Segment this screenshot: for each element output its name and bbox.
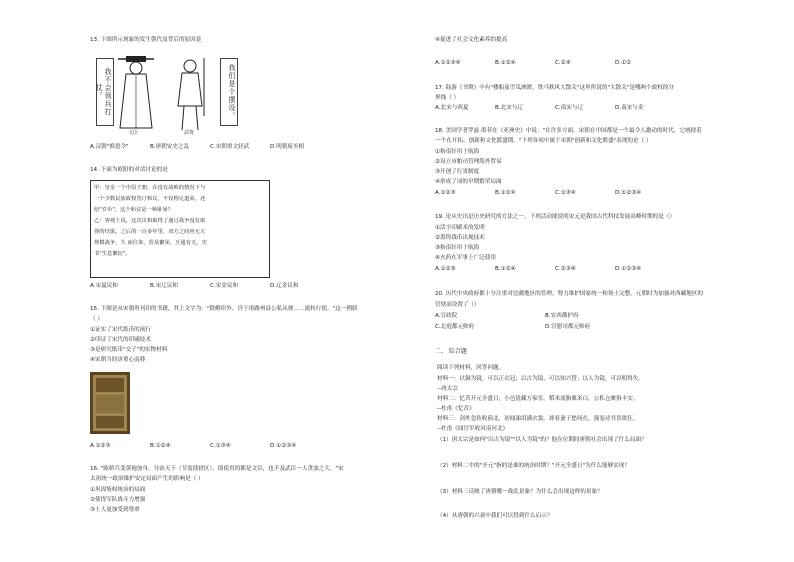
q14-quote-line: 乙：客观上说，这次议和取得了通过战争没有取: [94, 218, 206, 224]
material-1-source: --唐太宗: [437, 386, 458, 392]
q18-item-1: ①指南针用于航海: [435, 149, 480, 155]
q20-option-b[interactable]: B.安西都护府: [545, 313, 579, 319]
q18-item-3: ③开创了行省制度: [435, 169, 480, 175]
q13-option-c[interactable]: C.宋朝重文轻武: [210, 144, 250, 150]
q15-item-3: ③是研究纸币"交子"的实物材料: [90, 347, 168, 353]
q15-option-a[interactable]: A.①②③: [90, 443, 111, 449]
material-2: 材料二：忆昔开元全盛日，小邑犹藏万家室。稻米流脂粟米白，公私仓廪俱丰实。: [437, 396, 639, 402]
q19-stem: 19. 论从史出是历史研究的方法之一。下列活动能说明宋元是我国古代科技发展高峰时期的是（）: [435, 214, 676, 220]
q16-item-3: ③士人更加受到尊重: [90, 507, 140, 513]
q19-item-1: ①活字印刷术的发明: [435, 225, 485, 231]
q19-option-a[interactable]: A.①②③: [435, 266, 456, 272]
q18-option-a[interactable]: A.①②③: [435, 190, 456, 196]
q14-quote-line: 甲：皇室一个中原王朝，在没有战败的情况下与: [94, 185, 206, 191]
q15-item-4: ④宋朝当经济重心南移: [90, 357, 146, 363]
sub-question-1: （1）唐太宗是如何"以古为镜""以人为镜"的？他在位期间唐朝社会出现了什么局面？: [437, 437, 647, 443]
q14-quote-line: 规模战争，久 而往来，贸易繁荣，互通有无，史: [94, 240, 207, 246]
q15-stem-2: （ ）: [90, 316, 103, 322]
q13-option-d[interactable]: D.明朝废丞相: [270, 144, 305, 150]
q14-option-b[interactable]: B.宋辽议和: [150, 283, 178, 289]
q19-option-d[interactable]: D.①②③④: [615, 266, 642, 272]
q17-option-b[interactable]: B.北宋与辽: [495, 105, 523, 111]
q19-item-3: ③指南针用于航海: [435, 245, 480, 251]
q16-item-1: ①巩固集权统治的局面: [90, 487, 146, 493]
q14-option-d[interactable]: D.辽金议和: [270, 283, 299, 289]
q16-option-c[interactable]: C.②④: [555, 60, 571, 66]
q20-option-d[interactable]: D.宣慰司都元帅府: [545, 324, 591, 330]
q14-stem: 14. 下面为欧阳的对话讨论的是: [90, 167, 168, 173]
jiaozi-banknote-icon: [90, 372, 130, 434]
sec2-intro: 阅读下列材料，回答问题。: [437, 365, 505, 371]
q20-option-a[interactable]: A.宣政院: [435, 313, 458, 319]
q20-option-c[interactable]: C.北庭都元帅府: [435, 324, 475, 330]
q14-option-c[interactable]: C.宋金议和: [210, 283, 239, 289]
q15-option-b[interactable]: B.①②④: [150, 443, 171, 449]
q16-stem: 16. "陈桥兵变黄袍加身，分治天下（节度使辖区），即使用的都是文臣，也不及武臣一人贪浊之大。"宋: [90, 466, 344, 472]
q13-option-b[interactable]: B.唐朝安史之乱: [150, 144, 190, 150]
q13-option-a[interactable]: A.汉朝"推恩令": [90, 144, 129, 150]
q18-item-2: ②设立市舶司管理海外贸易: [435, 159, 502, 165]
q17-stem-2: 界线（ ）: [435, 95, 460, 101]
q20-stem: 20. 历代中央政府都十分注重对边疆地区的管理，努力维护国家统一和领土完整。元朝时为加强对西藏地区的: [435, 291, 703, 297]
material-1: 材料一：以铜为镜，可以正衣冠；以古为镜，可以知兴替；以人为镜，可以明得失。: [437, 376, 644, 382]
q15-option-c[interactable]: C.①③④: [210, 443, 231, 449]
q17-stem: 17. 陆游《书愤》中有"楼船夜雪瓜洲渡，铁马秋风大散关"这里所说的"大散关"是哪两个政权的分: [435, 85, 675, 91]
material-3: 材料三：剑外忽传收蓟北，初闻涕泪满衣裳。却看妻子愁何在，漫卷诗书喜欲狂。: [437, 416, 639, 422]
q15-item-1: ①证实了宋代纸币的流行: [90, 327, 151, 333]
q16-option-b[interactable]: B.①②④: [495, 60, 516, 66]
q15-stem: 15. 下图是从宋朝所刊印的书籍，其上文字为："除解印外，许于诸路州县公私从便……流转行使。"这一例联: [90, 306, 358, 312]
q14-quote-box: [90, 180, 270, 278]
q19-item-2: ②墨铸钱币出现技术: [435, 235, 485, 241]
q18-stem-2: 一个在开拓、创新和文化繁盛期。"下列各项中属于宋朝"创新和文化繁盛"表现的是（ ）: [435, 138, 652, 144]
q15-item-2: ②印证了宋代的印刷技术: [90, 337, 151, 343]
sub-question-3: （3）材料三反映了唐朝哪一战乱景象？为什么会出现这样的景象？: [437, 489, 603, 495]
q13-cartoon: [90, 54, 240, 139]
q16-item-2: ②使得军队战斗力增强: [90, 497, 146, 503]
q14-quote-line: 书"生息繁衍"。: [94, 251, 131, 257]
q14-option-a[interactable]: A.宋夏议和: [90, 283, 118, 289]
official-figure-icon: [116, 54, 156, 134]
q18-option-b[interactable]: B.①②④: [495, 190, 516, 196]
section-title: 二、 综合题: [435, 348, 467, 355]
q19-option-c[interactable]: C.②③④: [555, 266, 576, 272]
q16-option-d[interactable]: D.①②: [615, 60, 632, 66]
q17-option-c[interactable]: C.南宋与辽: [555, 105, 584, 111]
q18-stem: 18. 美国学者罗兹·墨菲在《亚洲史》中说："在许多方面，宋朝在中国都是一个最令人激动的时代，它统辖着: [435, 128, 702, 134]
q17-option-a[interactable]: A.北宋与西夏: [435, 105, 469, 111]
q16-option-a[interactable]: A.①②③④: [435, 60, 461, 66]
q19-option-b[interactable]: B.①②④: [495, 266, 516, 272]
general-figure-icon: [170, 56, 210, 134]
q17-option-d[interactable]: D.南宋与金: [615, 105, 644, 111]
q19-item-4: ④火药在军事上广泛使用: [435, 255, 496, 261]
q18-option-c[interactable]: C.①③④: [555, 190, 576, 196]
sub-question-4: （4）从唐朝的兴衰中我们可以得到什么启示？: [437, 513, 553, 519]
q16-stem-2: 太祖统一政治维护安定局面产生的影响是（ ）: [90, 476, 204, 482]
cap-wen: 文臣: [128, 130, 139, 136]
q13-stem: 13. 下图所示现象的发生朝代及背后的原因是: [90, 37, 202, 43]
wenguan-speech: 我不会领兵打仗。: [96, 58, 114, 126]
q20-stem-2: 管辖而设置了（）: [435, 302, 480, 308]
material-3-source: --杜甫《闻官军收河南河北》: [437, 426, 509, 432]
q14-quote-line: 给"岁币"，这个和议是一种耻辱？: [94, 207, 174, 213]
cap-wu: 武将: [184, 130, 195, 136]
material-2-source: --杜甫《忆昔》: [437, 406, 475, 412]
q14-quote-line: 得的结果。之后的一百多年里，双方之间再无大: [94, 229, 206, 235]
q16-item-4: ④促进了社会文化素养的提高: [435, 37, 508, 43]
q18-item-4: ④形成了词的早期繁荣局面: [435, 179, 502, 185]
q18-option-d[interactable]: D.①②③④: [615, 190, 642, 196]
sub-question-2: （2）材料二中的"开元"指的是谁的统治时期？"开元全盛日"为什么能够实现？: [437, 463, 630, 469]
q14-quote-line: 一个少数民族政权签订和议，不仅称兄道弟，还: [94, 196, 206, 202]
wujiang-speech: 我们是个摆设。: [220, 58, 238, 126]
q15-option-d[interactable]: D.①②③④: [270, 443, 297, 449]
